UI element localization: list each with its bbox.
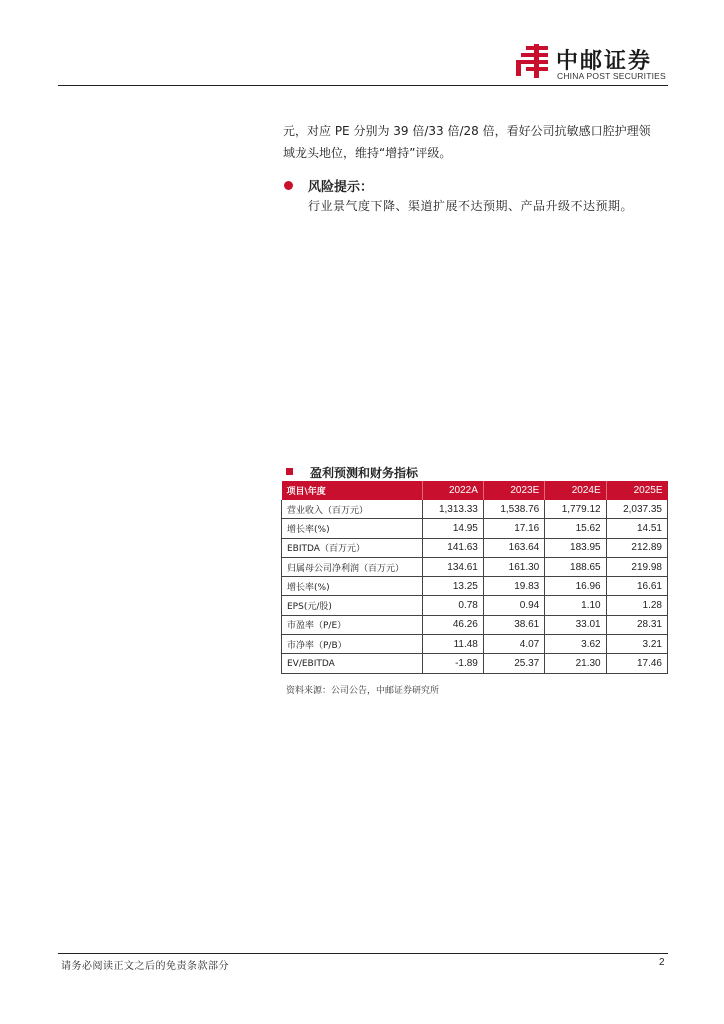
- table-title: 盈利预测和财务指标: [310, 466, 419, 480]
- table-row: [282, 519, 668, 538]
- cell-value: 17.46: [606, 654, 667, 673]
- header-cell: 2022A: [422, 481, 483, 500]
- cell-value: 141.63: [422, 538, 483, 557]
- cell-value: 28.31: [606, 615, 667, 634]
- cell-value: 1,538.76: [483, 500, 544, 519]
- brand-name-cn: 中邮证券: [556, 49, 653, 74]
- cell-value: 46.26: [422, 615, 483, 634]
- cell-value: 33.01: [545, 615, 606, 634]
- brand-name-en: CHINA POST SECURITIES: [557, 71, 666, 81]
- valuation-paragraph: [283, 120, 678, 164]
- risk-title: 风险提示：: [308, 180, 374, 195]
- table-row: [282, 500, 668, 519]
- header-cell: 2023E: [483, 481, 544, 500]
- cell-value: -1.89: [422, 654, 483, 673]
- row-label: 增长率(%): [282, 519, 423, 538]
- cell-value: 14.51: [606, 519, 667, 538]
- row-label: 营业收入（百万元）: [282, 500, 423, 519]
- header-cell: 项目\年度: [282, 481, 423, 500]
- china-post-logo-icon: [512, 44, 552, 80]
- header-divider: [58, 85, 668, 86]
- footer-divider: [58, 953, 668, 954]
- row-label: EPS(元/股): [282, 596, 423, 615]
- cell-value: 1,779.12: [545, 500, 606, 519]
- table-header-row: [282, 481, 668, 500]
- paragraph-line: 元，对应 PE 分别为 39 倍/33 倍/28 倍，看好公司抗敏感口腔护理领: [283, 124, 651, 138]
- cell-value: 0.94: [483, 596, 544, 615]
- row-label: 市盈率（P/E）: [282, 615, 423, 634]
- cell-value: 188.65: [545, 557, 606, 576]
- cell-value: 161.30: [483, 557, 544, 576]
- row-label: 归属母公司净利润（百万元）: [282, 557, 423, 576]
- table-row: [282, 615, 668, 634]
- cell-value: 1.10: [545, 596, 606, 615]
- cell-value: 17.16: [483, 519, 544, 538]
- cell-value: 15.62: [545, 519, 606, 538]
- cell-value: 3.62: [545, 635, 606, 654]
- cell-value: 13.25: [422, 577, 483, 596]
- cell-value: 1.28: [606, 596, 667, 615]
- header-cell: 2025E: [606, 481, 667, 500]
- table-row: [282, 654, 668, 673]
- cell-value: 1,313.33: [422, 500, 483, 519]
- cell-value: 4.07: [483, 635, 544, 654]
- table-row: [282, 557, 668, 576]
- footer-disclaimer: 请务必阅读正文之后的免责条款部分: [61, 961, 229, 972]
- header-cell: 2024E: [545, 481, 606, 500]
- cell-value: 19.83: [483, 577, 544, 596]
- financial-forecast-table: [281, 481, 668, 674]
- cell-value: 16.96: [545, 577, 606, 596]
- table-row: [282, 538, 668, 557]
- cell-value: 3.21: [606, 635, 667, 654]
- table-row: [282, 635, 668, 654]
- cell-value: 16.61: [606, 577, 667, 596]
- bullet-dot-icon: [284, 181, 293, 190]
- company-logo: [512, 44, 672, 82]
- table-source: 资料来源：公司公告，中邮证券研究所: [286, 686, 440, 696]
- cell-value: 25.37: [483, 654, 544, 673]
- cell-value: 212.89: [606, 538, 667, 557]
- table-row: [282, 596, 668, 615]
- cell-value: 2,037.35: [606, 500, 667, 519]
- row-label: 增长率(%): [282, 577, 423, 596]
- cell-value: 0.78: [422, 596, 483, 615]
- row-label: EV/EBITDA: [282, 654, 423, 673]
- cell-value: 219.98: [606, 557, 667, 576]
- paragraph-line: 域龙头地位，维持“增持”评级。: [283, 146, 452, 160]
- cell-value: 38.61: [483, 615, 544, 634]
- page-number: 2: [659, 957, 665, 968]
- cell-value: 11.48: [422, 635, 483, 654]
- section-square-icon: [286, 468, 293, 475]
- cell-value: 134.61: [422, 557, 483, 576]
- risk-body: 行业景气度下降、渠道扩展不达预期、产品升级不达预期。: [308, 199, 634, 213]
- cell-value: 21.30: [545, 654, 606, 673]
- cell-value: 183.95: [545, 538, 606, 557]
- row-label: 市净率（P/B）: [282, 635, 423, 654]
- table-row: [282, 577, 668, 596]
- row-label: EBITDA（百万元）: [282, 538, 423, 557]
- cell-value: 14.95: [422, 519, 483, 538]
- cell-value: 163.64: [483, 538, 544, 557]
